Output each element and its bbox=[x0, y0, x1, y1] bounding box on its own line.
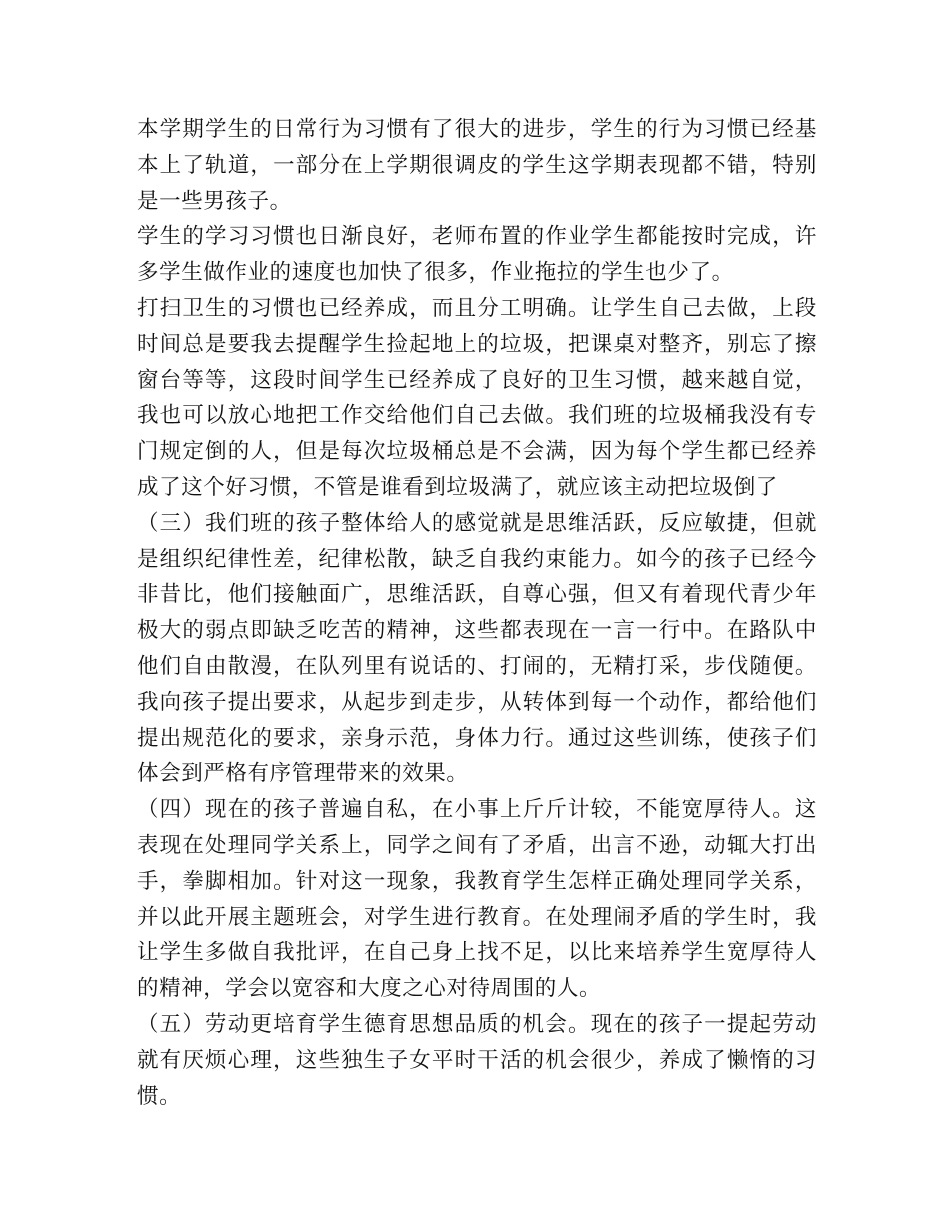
paragraph-section-three: （三）我们班的孩子整体给人的感觉就是思维活跃，反应敏捷，但就是组织纪律性差，纪律松散，缺乏自我约束能力。如今的孩子已经今非昔比，他们接触面广，思维活跃，自尊心强，但又有着现代青少年极大的弱点即缺乏吃苦的精神，这些都表现在一言一行中。在路队中他们自由散漫，在队列里有说话的、打闹的，无精打采，步伐随便。我向孩子提出要求，从起步到走步，从转体到每一个动作，都给他们提出规范化的要求，亲身示范，身体力行。通过这些训练，使孩子们体会到严格有序管理带来的效果。 bbox=[137, 510, 817, 787]
paragraph-section-five: （五）劳动更培育学生德育思想品质的机会。现在的孩子一提起劳动就有厌烦心理，这些独生子女平时干活的机会很少，养成了懒惰的习惯。 bbox=[137, 1011, 817, 1109]
paragraph-study-habits: 学生的学习习惯也日渐良好，老师布置的作业学生都能按时完成，许多学生做作业的速度也加快了很多，作业拖拉的学生也少了。 bbox=[137, 224, 817, 286]
document-body bbox=[137, 112, 817, 1114]
paragraph-behavior-habits: 本学期学生的日常行为习惯有了很大的进步，学生的行为习惯已经基本上了轨道，一部分在上学期很调皮的学生这学期表现都不错，特别是一些男孩子。 bbox=[137, 117, 817, 214]
paragraph-section-four: （四）现在的孩子普遍自私，在小事上斤斤计较，不能宽厚待人。这表现在处理同学关系上，同学之间有了矛盾，出言不逊，动辄大打出手，拳脚相加。针对这一现象，我教育学生怎样正确处理同学关系，并以此开展主题班会，对学生进行教育。在处理闹矛盾的学生时，我让学生多做自我批评，在自己身上找不足，以比来培养学生宽厚待人的精神，学会以宽容和大度之心对待周围的人。 bbox=[137, 797, 817, 1002]
paragraph-cleaning-habits: 打扫卫生的习惯也已经养成，而且分工明确。让学生自己去做，上段时间总是要我去提醒学生捡起地上的垃圾，把课桌对整齐，别忘了擦窗台等等，这段时间学生已经养成了良好的卫生习惯，越来越自觉，我也可以放心地把工作交给他们自己去做。我们班的垃圾桶我没有专门规定倒的人，但是每次垃圾桶总是不会满，因为每个学生都已经养成了这个好习惯，不管是谁看到垃圾满了，就应该主动把垃圾倒了 bbox=[137, 295, 817, 500]
